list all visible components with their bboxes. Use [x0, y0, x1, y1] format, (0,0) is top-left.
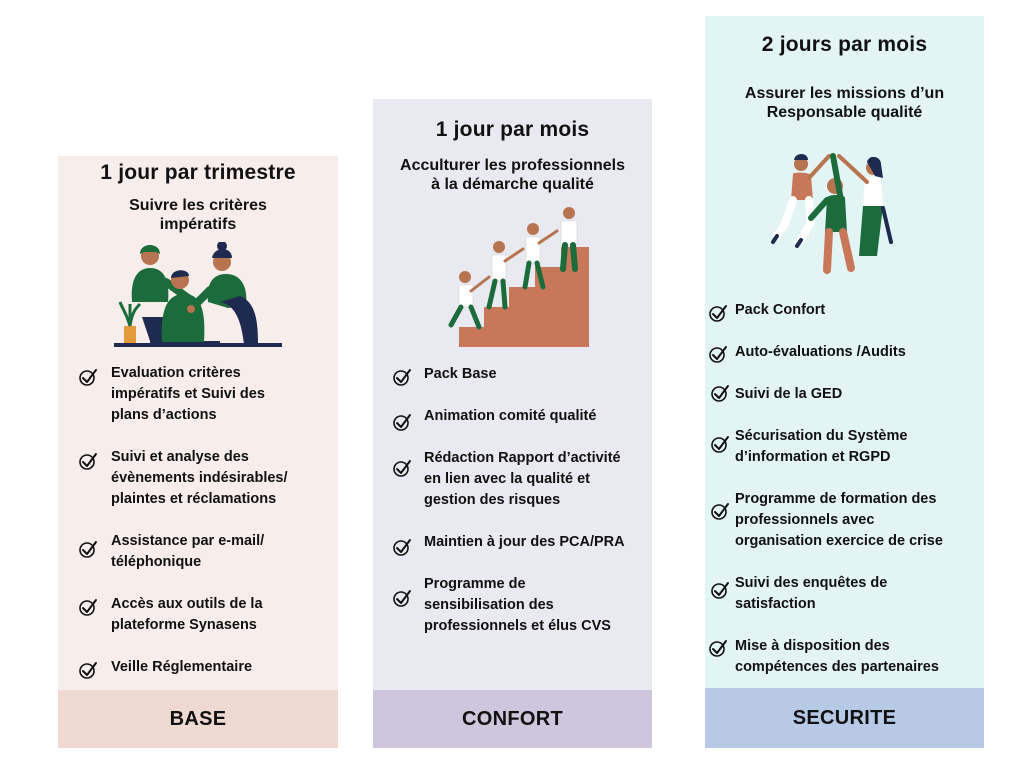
feature-item	[735, 636, 980, 678]
feature-line: Suivi des enquêtes de	[735, 575, 888, 591]
plan-mission	[64, 196, 332, 234]
feature-item	[424, 406, 648, 427]
feature-line: Suivi et analyse des	[111, 449, 249, 465]
check-icon	[78, 367, 98, 387]
feature-line: impératifs et Suivi des	[111, 386, 265, 402]
feature-line: professionnels avec	[735, 512, 875, 528]
feature-item	[735, 300, 980, 321]
feature-line: organisation exercice de crise	[735, 533, 943, 549]
feature-line: Assistance par e-mail/	[111, 533, 265, 549]
feature-item	[424, 574, 648, 637]
feature-line: Suivi de la GED	[735, 386, 843, 402]
plan-mission-line-2: à la démarche qualité	[431, 176, 594, 193]
team-at-laptop-illustration	[110, 242, 286, 352]
feature-line: Programme de formation des	[735, 491, 937, 507]
climbing-stairs-illustration	[439, 207, 591, 347]
feature-line: compétences des partenaires	[735, 659, 939, 675]
feature-item	[111, 447, 331, 510]
feature-line: plateforme Synasens	[111, 617, 257, 633]
plan-frequency: 1 jour par trimestre	[100, 161, 296, 184]
feature-item	[735, 342, 980, 363]
plan-mission-line-1: Acculturer les professionnels	[400, 157, 625, 174]
check-icon	[710, 580, 730, 600]
check-icon	[78, 597, 98, 617]
plan-footer-label: CONFORT	[373, 690, 652, 748]
check-icon	[708, 344, 728, 364]
feature-item	[111, 657, 331, 678]
check-icon	[78, 539, 98, 559]
feature-item	[111, 363, 331, 426]
feature-line: Pack Confort	[735, 302, 826, 318]
check-icon	[710, 501, 730, 521]
feature-item	[735, 384, 980, 405]
plan-card-securite	[705, 16, 984, 748]
feature-line: gestion des risques	[424, 492, 561, 508]
feature-item	[111, 594, 331, 636]
plan-footer-label: BASE	[58, 690, 338, 748]
check-icon	[392, 412, 412, 432]
feature-line: plans d’actions	[111, 407, 217, 423]
plan-mission-line-1: Suivre les critères	[129, 197, 267, 214]
feature-item	[111, 531, 331, 573]
check-icon	[78, 451, 98, 471]
feature-item	[424, 532, 648, 553]
plan-frequency: 1 jour par mois	[435, 118, 590, 141]
feature-line: Pack Base	[424, 366, 497, 382]
plan-card-base	[58, 156, 338, 748]
plan-mission	[379, 156, 646, 194]
feature-line: Evaluation critères	[111, 365, 241, 381]
feature-line: Mise à disposition des	[735, 638, 890, 654]
check-icon	[392, 537, 412, 557]
check-icon	[708, 638, 728, 658]
check-icon	[78, 660, 98, 680]
plan-card-confort	[373, 99, 652, 748]
plan-mission-line-2: impératifs	[159, 216, 237, 233]
check-icon	[710, 383, 730, 403]
feature-item	[424, 364, 648, 385]
check-icon	[392, 458, 412, 478]
feature-item	[424, 448, 648, 511]
feature-item	[735, 489, 980, 552]
feature-item	[735, 573, 980, 615]
plan-footer-label: SECURITE	[705, 688, 984, 748]
check-icon	[708, 303, 728, 323]
plan-mission	[711, 84, 978, 122]
high-five-illustration	[771, 148, 895, 282]
feature-line: d’information et RGPD	[735, 449, 891, 465]
check-icon	[710, 434, 730, 454]
check-icon	[392, 588, 412, 608]
feature-line: Sécurisation du Système	[735, 428, 908, 444]
feature-line: Auto-évaluations /Audits	[735, 344, 906, 360]
feature-item	[735, 426, 980, 468]
feature-line: professionnels et élus CVS	[424, 618, 611, 634]
plan-frequency: 2 jours par mois	[761, 33, 928, 56]
feature-line: Rédaction Rapport d’activité	[424, 450, 621, 466]
feature-line: évènements indésirables/	[111, 470, 288, 486]
feature-line: Animation comité qualité	[424, 408, 597, 424]
feature-line: plaintes et réclamations	[111, 491, 277, 507]
feature-line: en lien avec la qualité et	[424, 471, 591, 487]
feature-line: Programme de	[424, 576, 526, 592]
feature-line: sensibilisation des	[424, 597, 554, 613]
feature-line: satisfaction	[735, 596, 816, 612]
feature-line: Accès aux outils de la	[111, 596, 263, 612]
plan-mission-line-1: Assurer les missions d’un	[744, 85, 945, 102]
feature-line: Veille Réglementaire	[111, 659, 253, 675]
feature-line: téléphonique	[111, 554, 202, 570]
check-icon	[392, 367, 412, 387]
feature-line: Maintien à jour des PCA/PRA	[424, 534, 625, 550]
plan-mission-line-2: Responsable qualité	[766, 104, 923, 121]
